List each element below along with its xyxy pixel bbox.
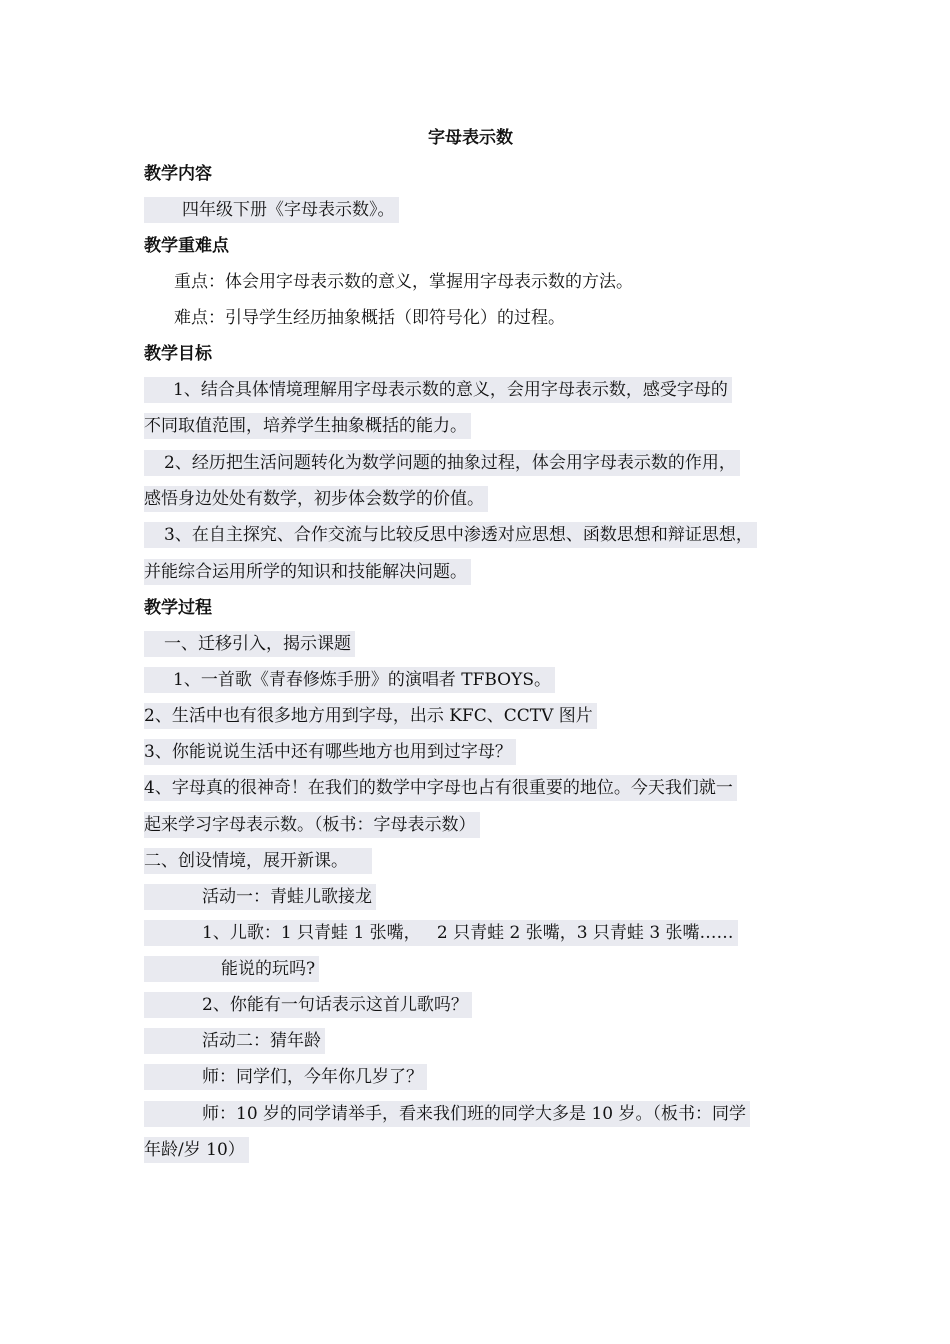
goal-line: 2、经历把生活问题转化为数学问题的抽象过程，体会用字母表示数的作用， (144, 450, 740, 476)
process-line: 2、你能有一句话表示这首儿歌吗？ (144, 992, 472, 1018)
process-line: 年龄/岁 10） (144, 1137, 249, 1163)
heading-key-points: 教学重难点 (144, 236, 229, 256)
focus-text: 重点：体会用字母表示数的意义，掌握用字母表示数的方法。 (174, 272, 633, 292)
heading-content: 教学内容 (144, 164, 212, 184)
process-line: 活动二：猜年龄 (144, 1028, 325, 1054)
goal-line: 不同取值范围，培养学生抽象概括的能力。 (144, 413, 471, 439)
goal-line: 1、结合具体情境理解用字母表示数的意义，会用字母表示数，感受字母的 (144, 377, 732, 403)
goal-line: 并能综合运用所学的知识和技能解决问题。 (144, 559, 471, 585)
process-line: 一、迁移引入，揭示课题 (144, 631, 355, 657)
process-line: 能说的玩吗? (144, 956, 319, 982)
page-title: 字母表示数 (428, 128, 513, 148)
process-line: 3、你能说说生活中还有哪些地方也用到过字母？ (144, 739, 516, 765)
process-line: 活动一：青蛙儿歌接龙 (144, 884, 376, 910)
process-line: 起来学习字母表示数。（板书：字母表示数） (144, 812, 480, 838)
goal-line: 感悟身边处处有数学，初步体会数学的价值。 (144, 486, 488, 512)
process-line: 2、生活中也有很多地方用到字母，出示 KFC、CCTV 图片 (144, 703, 597, 729)
content-text: 四年级下册《字母表示数》。 (144, 197, 399, 223)
heading-goals: 教学目标 (144, 344, 212, 364)
heading-process: 教学过程 (144, 598, 212, 618)
process-line: 1、儿歌：1 只青蛙 1 张嘴， 2 只青蛙 2 张嘴，3 只青蛙 3 张嘴…… (144, 920, 738, 946)
process-line: 师：同学们，今年你几岁了？ (144, 1064, 427, 1090)
process-line: 1、一首歌《青春修炼手册》的演唱者 TFBOYS。 (144, 667, 555, 693)
difficulty-text: 难点：引导学生经历抽象概括（即符号化）的过程。 (174, 308, 565, 328)
process-line: 二、创设情境，展开新课。 (144, 848, 372, 874)
process-line: 4、字母真的很神奇！在我们的数学中字母也占有很重要的地位。今天我们就一 (144, 775, 737, 801)
goal-line: 3、在自主探究、合作交流与比较反思中渗透对应思想、函数思想和辩证思想， (144, 522, 757, 548)
process-line: 师：10 岁的同学请举手，看来我们班的同学大多是 10 岁。（板书：同学 (144, 1101, 750, 1127)
